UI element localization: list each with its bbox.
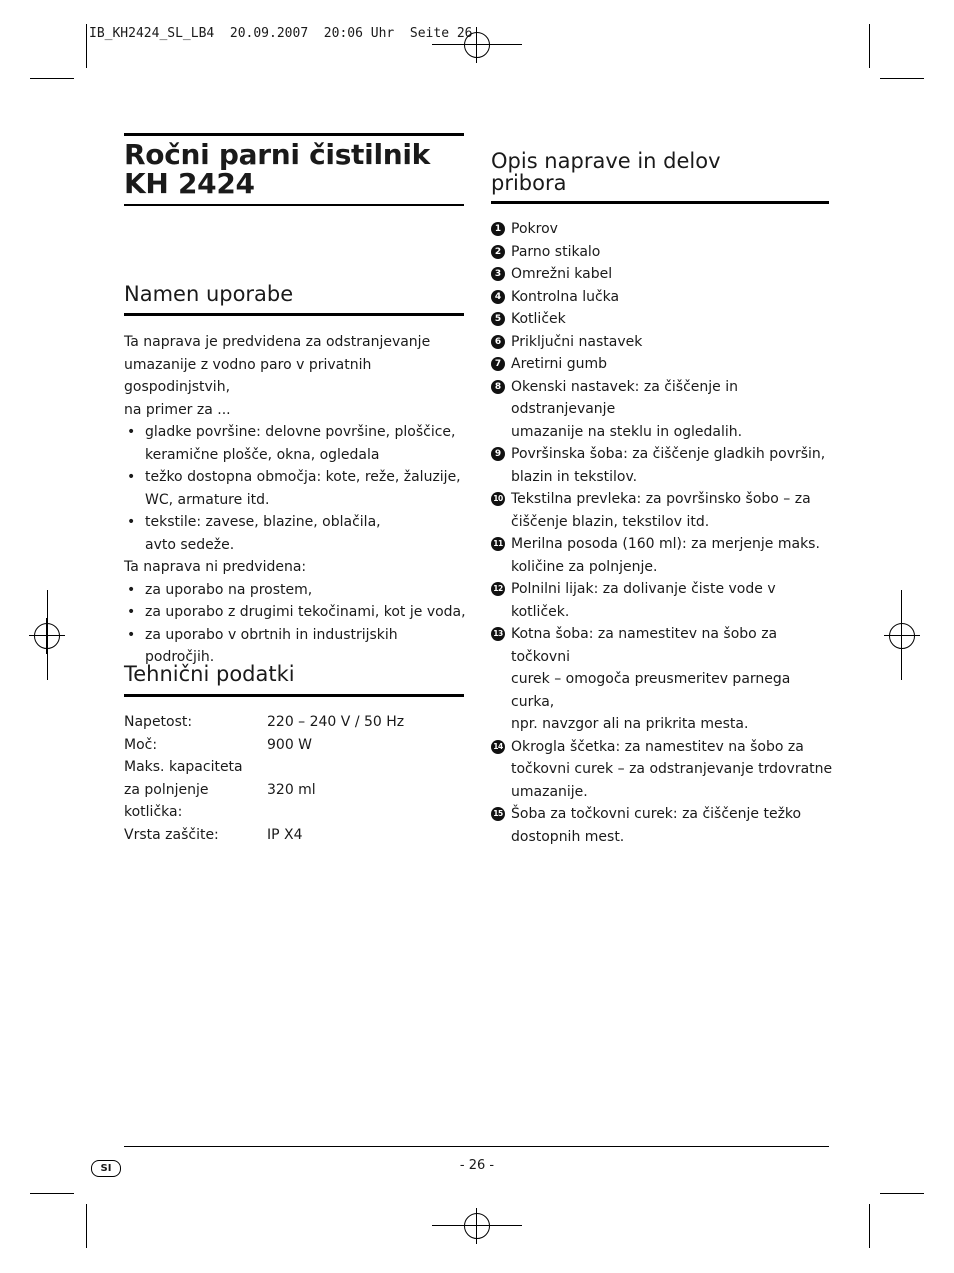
part-text	[511, 488, 811, 533]
heading-line: Opis naprave in delov	[491, 149, 721, 173]
crop-mark	[880, 1193, 924, 1194]
text-line: WC, armature itd.	[145, 491, 270, 508]
crop-mark	[869, 24, 870, 68]
part-number-badge: 5	[491, 312, 505, 326]
text-line: Pokrov	[511, 221, 558, 237]
crop-mark	[432, 1225, 522, 1226]
page-title	[124, 140, 464, 198]
crop-mark	[86, 1204, 87, 1248]
part-text	[511, 263, 612, 286]
text-line: Okrogla ščetka: za namestitev na šobo za	[511, 738, 804, 755]
page-number: - 26 -	[459, 1158, 495, 1173]
spec-key: Maks. kapaciteta	[124, 759, 243, 775]
part-number-badge: 8	[491, 380, 505, 394]
text-line: Omrežni kabel	[511, 266, 613, 282]
part-text	[511, 308, 566, 331]
part-number-badge: 7	[491, 357, 505, 371]
text-line: Ta naprava ni predvidena:	[124, 559, 307, 575]
spec-value: 220 – 240 V / 50 Hz	[267, 714, 405, 730]
text-line: Priključni nastavek	[511, 333, 643, 350]
part-item	[491, 218, 836, 241]
part-number-badge: 13	[491, 627, 505, 641]
spec-value: 900 W	[267, 736, 313, 753]
part-number-badge: 4	[491, 290, 505, 304]
text-line: Parno stikalo	[511, 243, 601, 260]
text-line: Kotna šoba: za namestitev na šobo za točkovni	[511, 626, 778, 665]
text-line: točkovni curek – za odstranjevanje trdovratne	[511, 761, 833, 777]
part-number-badge: 11	[491, 537, 505, 551]
title-rule-bottom	[124, 204, 464, 206]
text-line: Kontrolna lučka	[511, 288, 620, 305]
crop-mark	[47, 590, 48, 680]
registration-mark-right	[884, 618, 920, 654]
part-text	[511, 331, 642, 354]
text-line: • tekstile: zavese, blazine, oblačila,	[145, 514, 381, 530]
section-heading-opis	[491, 150, 829, 194]
part-item	[491, 263, 836, 286]
crop-mark	[86, 24, 87, 68]
text-line: keramične plošče, okna, ogledala	[145, 446, 380, 463]
crop-mark	[869, 1204, 870, 1248]
print-slug: IB_KH2424_SL_LB4 20.09.2007 20:06 Uhr Seite 26	[89, 26, 473, 41]
part-text	[511, 218, 558, 241]
text-line: čiščenje blazin, tekstilov itd.	[511, 513, 710, 530]
language-badge: SI	[91, 1160, 121, 1177]
part-item	[491, 533, 836, 578]
namen-body	[124, 331, 469, 669]
spec-row	[124, 824, 464, 847]
registration-mark-bottom	[459, 1208, 495, 1244]
text-line: blazin in tekstilov.	[511, 468, 638, 485]
section-rule	[124, 694, 464, 697]
list-item: • za uporabo z drugimi tekočinami, kot je voda,	[124, 601, 469, 624]
text-line: Kotliček	[511, 311, 566, 327]
part-number-badge: 1	[491, 222, 505, 236]
part-item	[491, 286, 836, 309]
spec-key: Vrsta zaščite:	[124, 826, 219, 843]
part-item	[491, 308, 836, 331]
section-heading-namen: Namen uporabe	[124, 282, 294, 306]
part-item	[491, 331, 836, 354]
part-item	[491, 803, 836, 848]
list-item: • za uporabo v obrtnih in industrijskih področjih.	[124, 624, 469, 669]
spec-key: za polnjenje kotlička:	[124, 781, 209, 820]
parts-list	[491, 218, 836, 848]
title-rule-top	[124, 133, 464, 136]
heading-line: pribora	[491, 171, 567, 195]
spec-key: Napetost:	[124, 714, 193, 730]
footer-rule	[124, 1146, 829, 1147]
part-item	[491, 443, 836, 488]
spec-value: 320 ml	[267, 781, 316, 798]
part-text	[511, 443, 825, 488]
text-line: avto sedeže.	[145, 536, 235, 553]
registration-mark-top	[459, 27, 495, 63]
part-number-badge: 10	[491, 492, 505, 506]
part-item	[491, 488, 836, 533]
spec-row	[124, 779, 464, 824]
part-number-badge: 2	[491, 245, 505, 259]
text-line: • gladke površine: delovne površine, ploščice,	[145, 424, 456, 440]
text-line: na primer za ...	[124, 401, 231, 418]
text-line: Polnilni lijak: za dolivanje čiste vode v kotliček.	[511, 581, 776, 620]
title-line: Ročni parni čistilnik	[124, 138, 430, 171]
list-item: • za uporabo na prostem,	[124, 579, 469, 602]
list-item	[124, 511, 469, 556]
text-line: Tekstilna prevleka: za površinsko šobo – za	[511, 491, 811, 507]
part-text	[511, 353, 607, 376]
part-text	[511, 376, 836, 444]
part-text	[511, 736, 832, 804]
part-number-badge: 12	[491, 582, 505, 596]
spec-table	[124, 711, 464, 846]
part-number-badge: 9	[491, 447, 505, 461]
list-item	[124, 466, 469, 511]
part-text	[511, 578, 836, 623]
part-number-badge: 3	[491, 267, 505, 281]
spec-row	[124, 711, 464, 734]
text-line: curek – omogoča preusmeritev parnega curka,	[511, 671, 791, 710]
part-number-badge: 6	[491, 335, 505, 349]
text-line: Ta naprava je predvidena za odstranjevanje	[124, 334, 431, 350]
text-line: umazanije z vodno paro v privatnih gospodinjstvih,	[124, 356, 372, 395]
part-item	[491, 353, 836, 376]
part-item	[491, 578, 836, 623]
text-line: Okenski nastavek: za čiščenje in odstranjevanje	[511, 378, 739, 417]
section-rule	[491, 201, 829, 204]
part-text	[511, 533, 820, 578]
crop-mark	[880, 78, 924, 79]
crop-mark	[30, 1193, 74, 1194]
section-heading-tech: Tehnični podatki	[124, 662, 295, 686]
crop-mark	[432, 44, 522, 45]
part-item	[491, 736, 836, 804]
crop-mark	[901, 590, 902, 680]
spec-row	[124, 756, 464, 779]
title-line: KH 2424	[124, 167, 255, 200]
list-item	[124, 421, 469, 466]
text-line: Površinska šoba: za čiščenje gladkih površin,	[511, 446, 826, 462]
text-line: dostopnih mest.	[511, 828, 625, 845]
part-text	[511, 241, 600, 264]
part-item	[491, 623, 836, 736]
part-number-badge: 14	[491, 740, 505, 754]
part-item	[491, 241, 836, 264]
part-text	[511, 286, 619, 309]
part-text	[511, 623, 836, 736]
part-number-badge: 15	[491, 807, 505, 821]
text-line: umazanije.	[511, 783, 588, 800]
text-line: • težko dostopna območja: kote, reže, žaluzije,	[145, 469, 461, 485]
text-line: Šoba za točkovni curek: za čiščenje težko	[511, 806, 802, 822]
section-rule	[124, 313, 464, 316]
crop-mark	[30, 78, 74, 79]
text-line: Aretirni gumb	[511, 356, 608, 372]
text-line: Merilna posoda (160 ml): za merjenje maks.	[511, 536, 820, 552]
text-line: umazanije na steklu in ogledalih.	[511, 423, 743, 440]
spec-value: IP X4	[267, 826, 303, 843]
spec-key: Moč:	[124, 736, 158, 753]
text-line: npr. navzgor ali na prikrita mesta.	[511, 716, 749, 732]
part-text	[511, 803, 801, 848]
part-item	[491, 376, 836, 444]
spec-row	[124, 734, 464, 757]
text-line: količine za polnjenje.	[511, 558, 658, 575]
